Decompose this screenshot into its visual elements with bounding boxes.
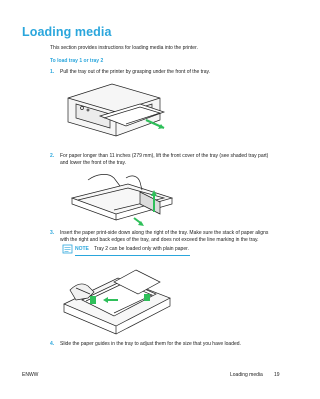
- figure-insert-paper: [60, 260, 175, 335]
- note-icon: [62, 244, 73, 254]
- step-number: 4.: [50, 341, 55, 347]
- footer-section: Loading media: [230, 372, 263, 378]
- intro-text: This section provides instructions for loading media into the printer.: [50, 45, 198, 51]
- procedure-title: To load tray 1 or tray 2: [50, 58, 104, 64]
- page-title: Loading media: [22, 25, 112, 39]
- step-number: 2.: [50, 153, 55, 159]
- note-rule: [75, 255, 190, 256]
- step-text: and lower the front of the tray.: [60, 160, 127, 166]
- note-text: Tray 2 can be loaded only with plain paper.: [94, 246, 189, 252]
- step-text: Slide the paper guides in the tray to adjust them for the size that you have loaded.: [60, 341, 241, 347]
- step-number: 1.: [50, 69, 55, 75]
- note-box: [60, 244, 190, 257]
- note-label: NOTE: [75, 246, 89, 252]
- step-text: Insert the paper print-side down along the right of the tray. Make sure the stack of paper aligns: [60, 230, 269, 236]
- step-text: with the right and back edges of the tray, and does not exceed the line marking in the tray.: [60, 237, 259, 243]
- step-text: Pull the tray out of the printer by grasping under the front of the tray.: [60, 69, 210, 75]
- step-number: 3.: [50, 230, 55, 236]
- figure-lift-front-cover: [68, 168, 178, 228]
- footer-left: ENWW: [22, 372, 39, 378]
- figure-pull-out-tray: [60, 78, 170, 148]
- footer-page-number: 19: [274, 372, 280, 378]
- step-text: For paper longer than 11 inches (279 mm), lift the front cover of the tray (see shaded tray part): [60, 153, 269, 159]
